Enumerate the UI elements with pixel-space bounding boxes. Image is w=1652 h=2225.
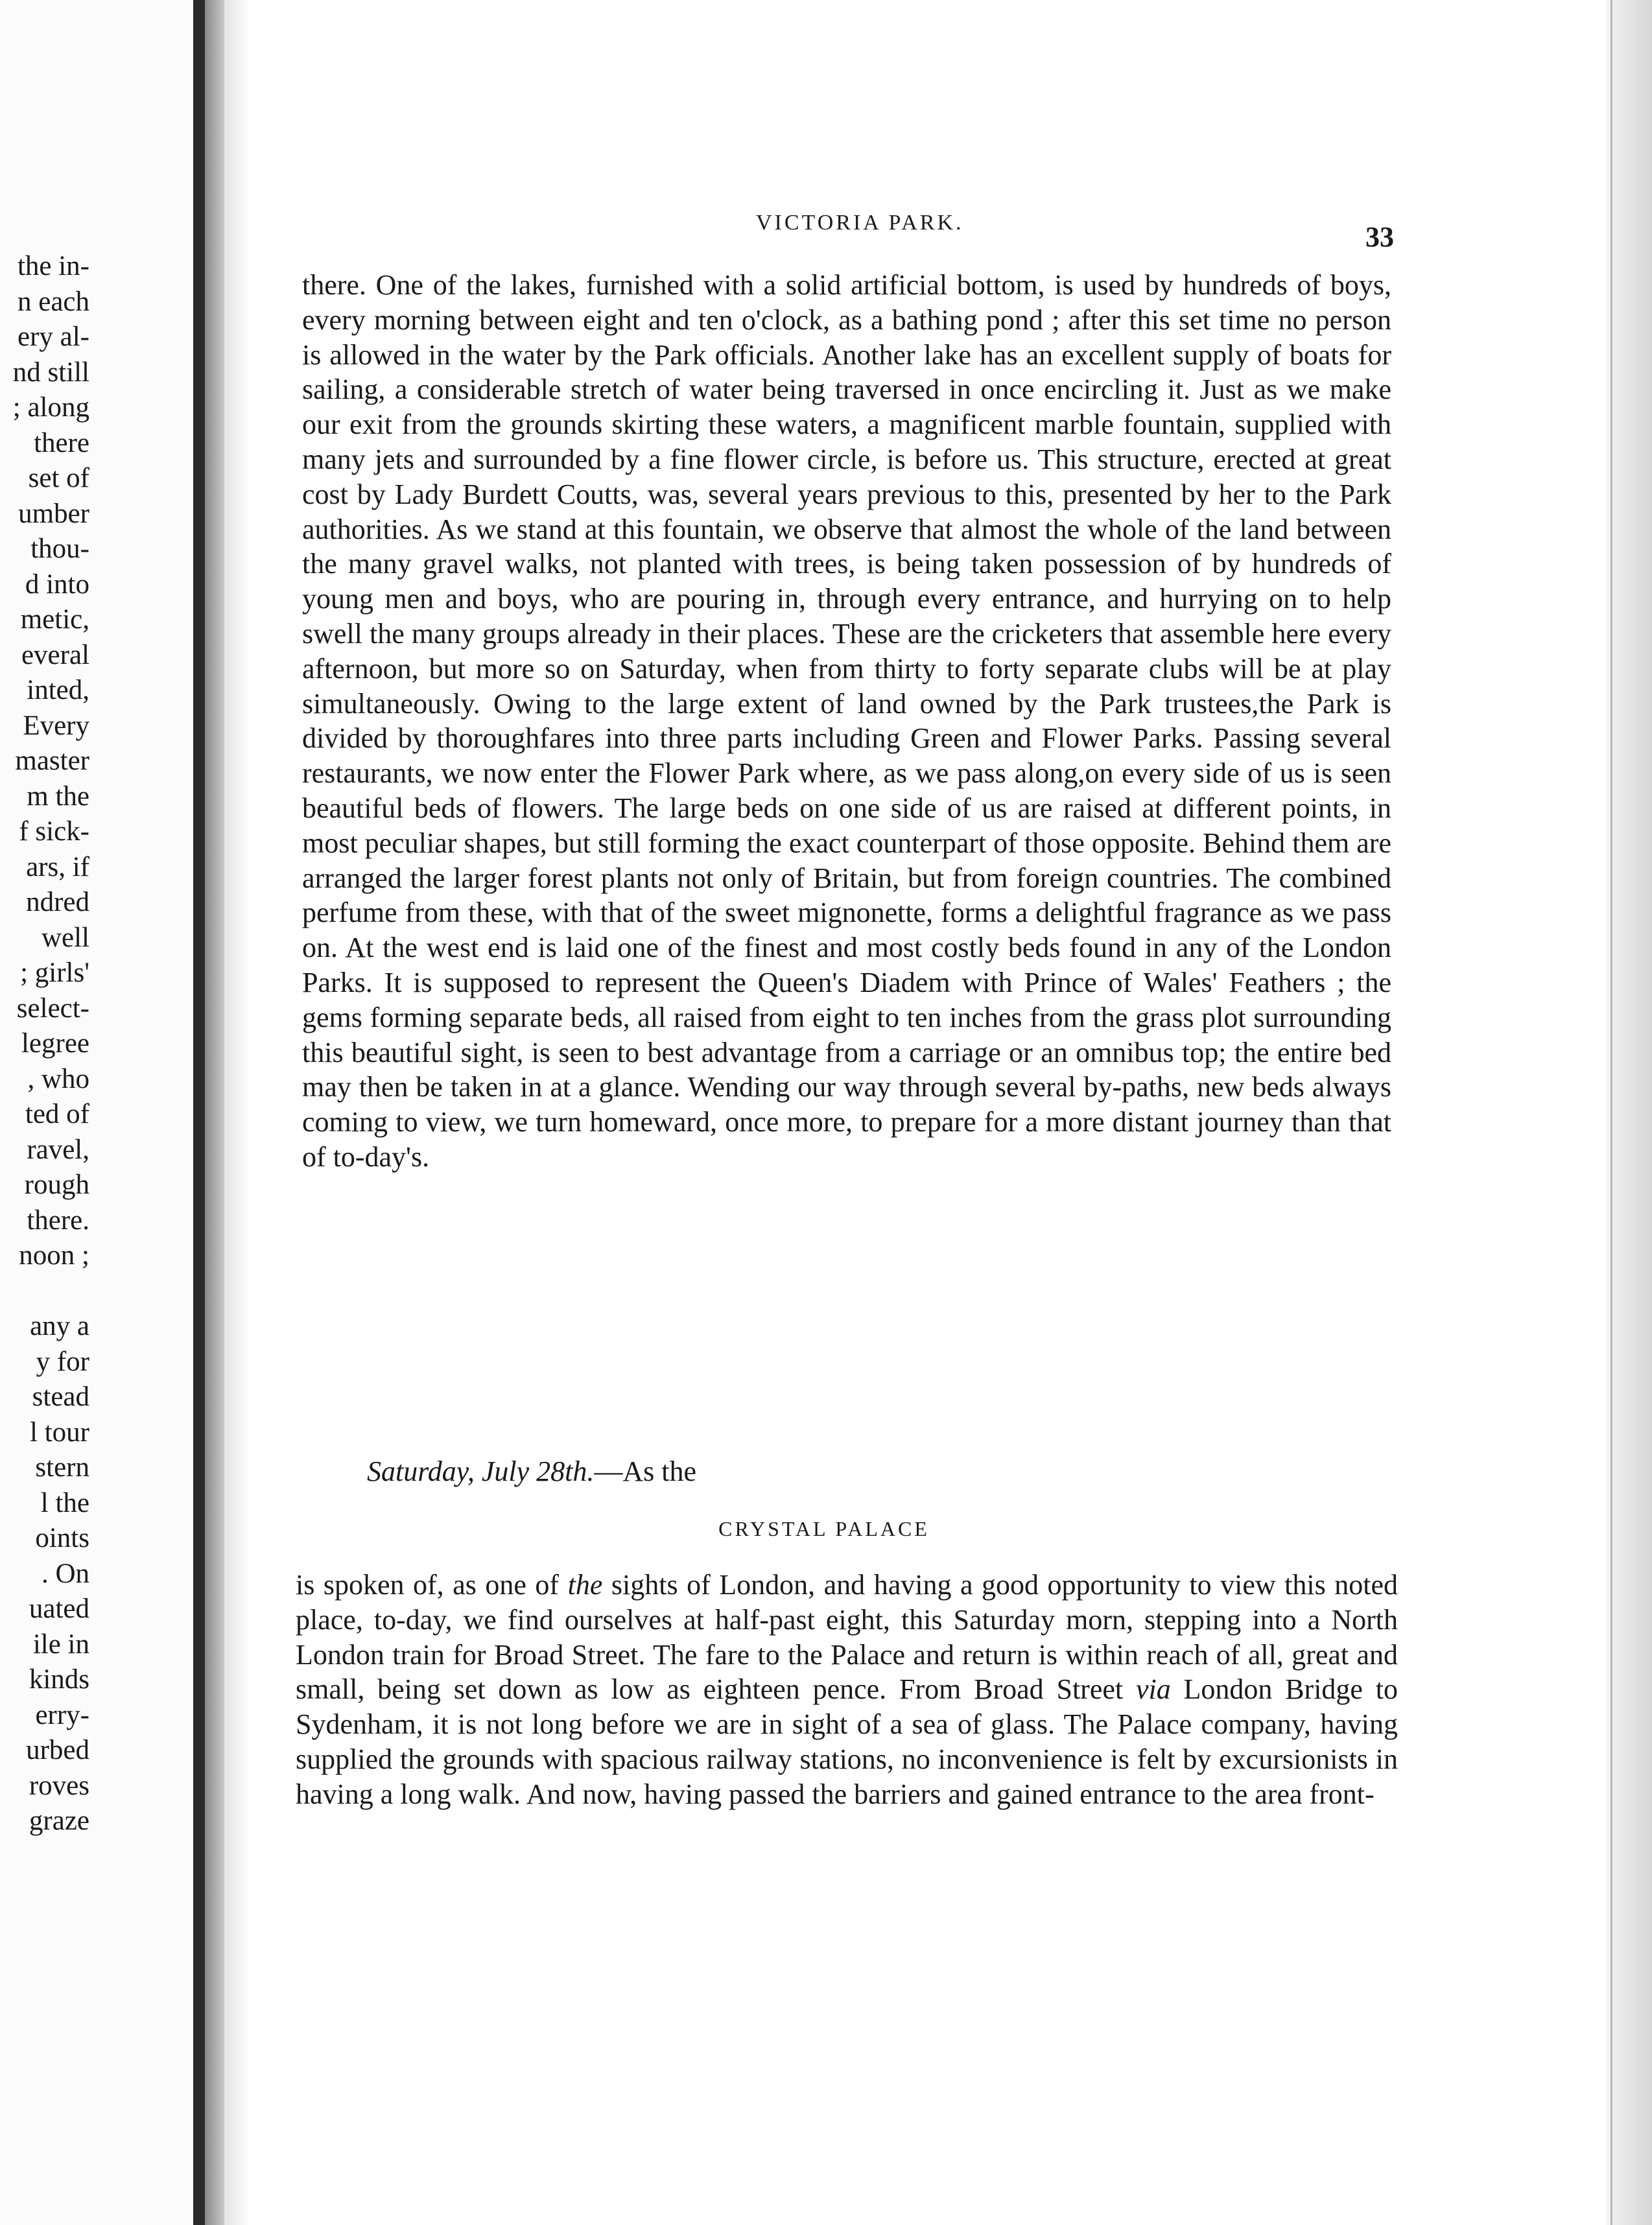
page-edge-line — [1611, 0, 1612, 2225]
left-page-line: l tour — [30, 1417, 89, 1448]
left-page-line: m the — [27, 781, 89, 812]
dateline-continuation: —As the — [594, 1455, 696, 1487]
left-page-line: n each — [17, 286, 89, 317]
left-page-line: erry- — [35, 1699, 89, 1730]
previous-page-fragment — [0, 0, 193, 2225]
left-page-line: ars, if — [26, 851, 89, 882]
left-page-line: select- — [16, 993, 89, 1024]
book-page — [250, 0, 1607, 2225]
gutter-shade — [205, 0, 224, 2225]
left-page-line: well — [41, 922, 89, 953]
dateline-date: Saturday, July 28th. — [367, 1455, 595, 1487]
section-heading: CRYSTAL PALACE — [718, 1517, 930, 1540]
left-page-line: f sick- — [19, 816, 89, 847]
left-page-line: set of — [28, 463, 89, 493]
left-page-line: there. — [27, 1205, 89, 1236]
paragraph-2-middle: sights of London, and having a good opportunity to view this noted place, to-day, we find ourselves at half-past eight, this Saturday morn, stepping into a North London train for Broad Street. The fare to the Palace and return is within reach of all, great and small, being set down as low as eighteen pence. From Broad Street — [296, 1569, 1398, 1706]
left-page-line: umber — [18, 498, 89, 529]
left-page-line: nd still — [12, 357, 89, 388]
left-page-line: stead — [32, 1382, 89, 1412]
left-page-line: ile in — [32, 1629, 89, 1660]
left-page-line: noon ; — [19, 1240, 89, 1271]
left-page-line: l the — [40, 1487, 89, 1518]
paragraph-2-start: is spoken of, as one of — [296, 1569, 568, 1601]
left-page-line: ery al- — [17, 322, 89, 352]
left-page-line: , who — [27, 1063, 89, 1094]
left-page-line: ted of — [25, 1099, 89, 1129]
running-title: VICTORIA PARK. — [756, 211, 964, 235]
left-page-line: thou- — [30, 534, 89, 564]
body-paragraph-1: there. One of the lakes, furnished with a solid artificial bottom, is used by hundreds of boys, every morning between eight and ten o'clock, as a bathing pond ; after this set time no person is allowed in the water by the Park officials. Another lake has an excellent supply of boats for sailing, a considerable stretch of water being traversed in once encircling it. Just as we make our exit from the grounds skirting these waters, a magnificent marble fountain, supplied with many jets and surrounded by a fine flower circle, is before us. This structure, erected at great cost by Lady Burdett Coutts, was, several years previous to this, presented by her to the Park authorities. As we stand at this fountain, we observe that almost the whole of the land between the many gravel walks, not planted with trees, is being taken possession of by hundreds of young men and boys, who are pouring in, through every entrance, and hurrying on to help swell the many groups already in their places. These are the cricketers that assemble here every afternoon, but more so on Saturday, when from thirty to forty separate clubs will be at play simultaneously. Owing to the large extent of land owned by the Park trustees,the Park is divided by thoroughfares into three parts including Green and Flower Parks. Passing several restaurants, we now enter the Flower Park where, as we pass along,on every side of us is seen beautiful beds of flowers. The large beds on one side of us are raised at different points, in most peculiar shapes, but still forming the exact counterpart of those opposite. Behind them are arranged the larger forest plants not only of Britain, but from foreign countries. The combined perfume from these, with that of the sweet mignonette, forms a delightful fragrance as we pass on. At the west end is laid one of the finest and most costly beds found in any of the London Parks. It is supposed to represent the Queen's Diadem with Prince of Wales' Feathers ; the gems forming separate beds, all raised from eight to ten inches from the grass plot surrounding this beautiful sight, is seen to best advantage from a carriage or an omnibus top; the entire bed may then be taken in at a glance. Wending our way through several by-paths, new beds always coming to view, we turn homeward, once more, to prepare for a more distant journey than that of to-day's. — [302, 269, 1391, 1173]
gutter-shadow — [224, 0, 250, 2225]
left-page-line: metic, — [20, 604, 89, 635]
left-page-line: legree — [21, 1028, 89, 1059]
left-page-line: ; along — [12, 392, 89, 423]
left-page-line: master — [15, 746, 89, 776]
left-page-line: graze — [29, 1806, 89, 1836]
paragraph-2-emphasis-the: the — [567, 1569, 603, 1601]
dateline — [367, 1454, 696, 1489]
left-page-line: ndred — [26, 887, 89, 917]
left-page-line: . On — [41, 1558, 89, 1589]
page-edge — [1607, 0, 1652, 2225]
left-page-line: everal — [21, 639, 89, 670]
left-page-line: y for — [36, 1346, 89, 1377]
paragraph-2-emphasis-via: via — [1135, 1673, 1171, 1706]
left-page-line: ravel, — [27, 1134, 89, 1165]
left-page-line: the in- — [17, 251, 89, 281]
left-page-line: uated — [29, 1594, 89, 1624]
left-page-line: oints — [35, 1523, 89, 1553]
paragraph-2-end: London Bridge to Sydenham, it is not long before we are in sight of a sea of glass. The Palace company, having supplied the grounds with spacious railway stations, no inconvenience is felt by excursionists in having a long walk. And now, having passed the barriers and gained entrance to the area front- — [296, 1673, 1398, 1810]
body-paragraph-2 — [296, 1568, 1398, 1812]
left-page-line: kinds — [29, 1664, 89, 1695]
left-page-line: there — [34, 427, 89, 458]
left-page-line: any a — [30, 1311, 89, 1341]
left-page-line: stern — [35, 1452, 89, 1483]
left-page-line: urbed — [26, 1735, 89, 1765]
left-page-line: ; girls' — [20, 958, 89, 988]
left-page-line: roves — [29, 1770, 89, 1801]
book-gutter — [193, 0, 205, 2225]
left-page-line: inted, — [27, 675, 89, 705]
left-page-line: rough — [24, 1170, 89, 1200]
left-page-line: Every — [23, 710, 89, 741]
left-page-line: d into — [25, 569, 89, 600]
page-number: 33 — [1365, 221, 1394, 253]
